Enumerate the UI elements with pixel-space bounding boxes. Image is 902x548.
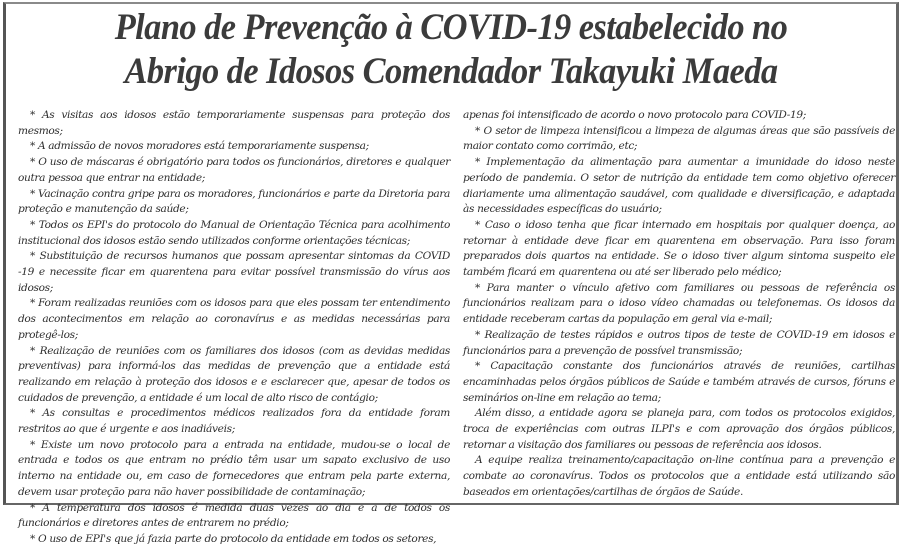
paragraph: * As consultas e procedimentos médicos realizados fora da entidade foram restritos ao que é urgente e aos inadiáveis; xyxy=(18,407,450,436)
paragraph: * O setor de limpeza intensificou a limpeza de algumas áreas que são passíveis de maior contato como corrimão, etc; xyxy=(463,124,895,153)
article-frame xyxy=(3,2,899,545)
paragraph: * Para manter o vínculo afetivo com familiares ou pessoas de referência os funcionários realizam para o idoso vídeo chamadas ou telefonemas. Os idosos da entidade receberam cartas da população em geral via e-mail; xyxy=(463,281,895,326)
left-column xyxy=(18,108,450,548)
paragraph: * Existe um novo protocolo para a entrada na entidade, mudou-se o local de entrada e todos os que entram no prédio têm usar um sapato exclusivo de uso interno na entidade ou, em caso de fornecedores que entram pela parte externa, devem usar proteção para não haver possibilidade de contaminação; xyxy=(18,438,450,498)
paragraph: Além disso, a entidade agora se planeja para, com todos os protocolos exigidos, troca de experiências com outras ILPI's e com aprovação dos órgãos públicos, retornar a visitação dos familiares ou pessoas de referência aos idosos. xyxy=(463,407,895,451)
paragraph: A equipe realiza treinamento/capacitação on-line contínua para a prevenção e combate ao coronavírus. Todos os protocolos que a entidade está utilizando são baseados em orientações/cartilhas de órgãos de Saúde. xyxy=(463,454,895,498)
paragraph: * As visitas aos idosos estão temporariamente suspensas para proteção dos mesmos; xyxy=(18,109,450,137)
paragraph: * A temperatura dos idosos é medida duas vezes ao dia e a de todos os funcionários e diretores antes de entrarem no prédio; xyxy=(18,501,450,530)
article-title xyxy=(37,6,865,94)
paragraph: * Todos os EPI's do protocolo do Manual de Orientação Técnica para acolhimento institucional dos idosos estão sendo utilizados conforme orientações técnicas; xyxy=(18,218,450,247)
paragraph: * Foram realizadas reuniões com os idosos para que eles possam ter entendimento dos acontecimentos em relação ao coronavírus e as medidas necessárias para protegê-los; xyxy=(18,297,450,341)
paragraph: * A admissão de novos moradores está temporariamente suspensa; xyxy=(30,140,369,153)
paragraph: * O uso de máscaras é obrigatório para todos os funcionários, diretores e qualquer outra pessoa que entrar na entidade; xyxy=(18,156,450,184)
paragraph: * Capacitação constante dos funcionários através de reuniões, cartilhas encaminhadas pelos órgãos públicos de Saúde e também através de cursos, fóruns e seminários on-line em relação ao tema; xyxy=(463,360,895,404)
paragraph: * Realização de testes rápidos e outros tipos de teste de COVID-19 em idosos e funcionários para a prevenção de possível transmissão; xyxy=(463,328,895,357)
paragraph: * Substituição de recursos humanos que possam apresentar sintomas da COVID -19 e necessite ficar em quarentena para evitar possível transmissão do vírus aos idosos; xyxy=(18,250,450,294)
paragraph: * Implementação da alimentação para aumentar a imunidade do idoso neste período de pandemia. O setor de nutrição da entidade tem como objetivo oferecer diariamente uma alimentação saudável, com qualidade e diversificação, e adaptada às necessidades específicas do usuário; xyxy=(463,156,895,216)
right-column xyxy=(463,108,895,501)
paragraph: * O uso de EPI's que já fazia parte do protocolo da entidade em todos os setores, xyxy=(30,532,437,545)
paragraph: * Caso o idoso tenha que ficar internado em hospitais por qualquer doença, ao retornar à entidade deve ficar em quarentena em observação. Para isso foram preparados dois quartos na entidade. Se o idoso tiver algum sintoma suspeito ele também ficará em quarentena ou até ser liberado pelo médico; xyxy=(463,218,895,279)
paragraph: * Vacinação contra gripe para os moradores, funcionários e parte da Diretoria para proteção e manutenção da saúde; xyxy=(18,187,450,216)
paragraph-continuation: apenas foi intensificado de acordo o novo protocolo para COVID-19; xyxy=(463,109,806,121)
paragraph: * Realização de reuniões com os familiares dos idosos (com as devidas medidas preventivas) para informá-los das medidas de prevenção que a entidade está realizando em relação à proteção dos idosos e e esclarecer que, apesar de todos os cuidados de prevenção, a entidade é um local de alto risco de contágio; xyxy=(18,344,450,404)
title-line-1: Plano de Prevenção à COVID-19 estabelecido no xyxy=(114,7,788,48)
title-line-2: Abrigo de Idosos Comendador Takayuki Maeda xyxy=(124,51,778,92)
